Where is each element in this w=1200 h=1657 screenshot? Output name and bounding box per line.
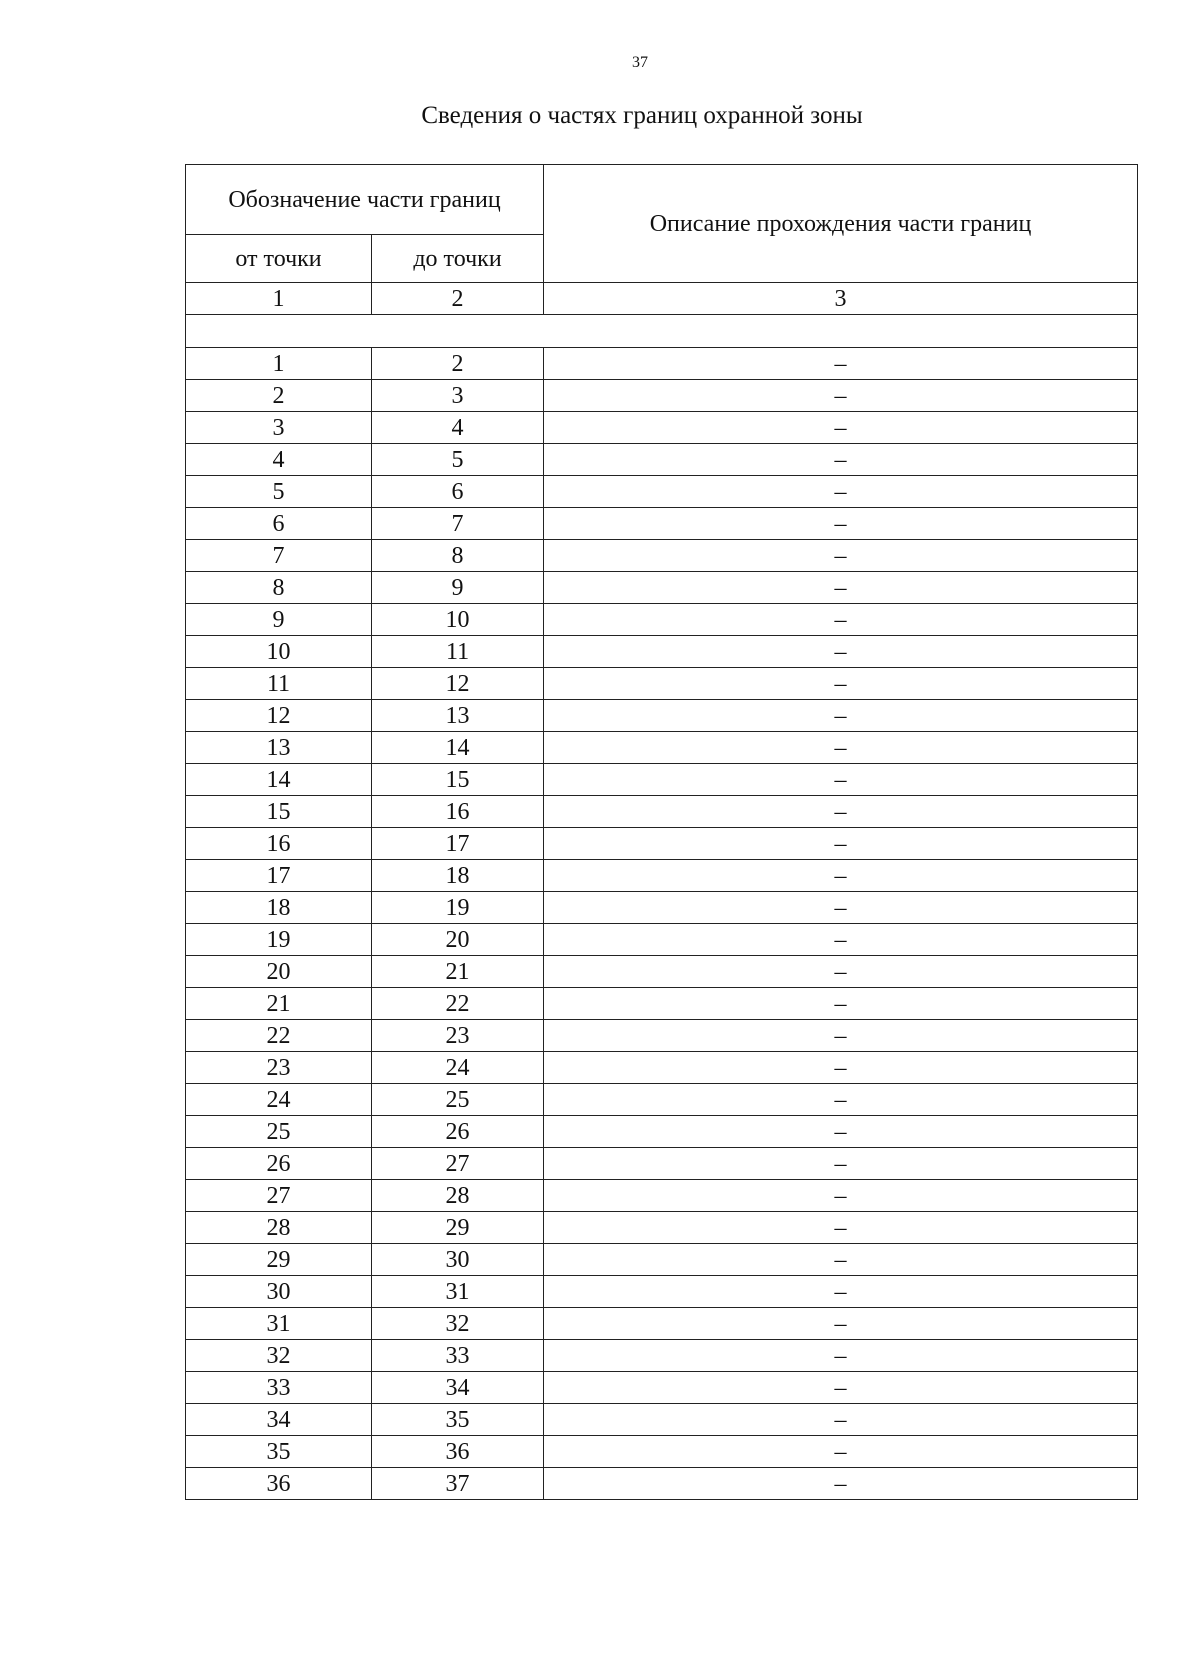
- section-row: [186, 315, 1138, 348]
- cell-description: –: [544, 1276, 1138, 1308]
- cell-to: 9: [372, 572, 544, 604]
- cell-description: –: [544, 1052, 1138, 1084]
- cell-description: –: [544, 412, 1138, 444]
- cell-to: 6: [372, 476, 544, 508]
- cell-to: 23: [372, 1020, 544, 1052]
- table-row: [186, 732, 1138, 764]
- table-row: [186, 1340, 1138, 1372]
- cell-description: –: [544, 956, 1138, 988]
- cell-description: –: [544, 764, 1138, 796]
- table-row: [186, 1148, 1138, 1180]
- table-row: [186, 1372, 1138, 1404]
- subheader-to: до точки: [372, 235, 544, 283]
- cell-to: 19: [372, 892, 544, 924]
- cell-from: 8: [186, 572, 372, 604]
- cell-description: –: [544, 604, 1138, 636]
- cell-to: 4: [372, 412, 544, 444]
- table-row: [186, 380, 1138, 412]
- column-number: 2: [372, 283, 544, 315]
- table-row: [186, 1212, 1138, 1244]
- cell-description: –: [544, 1308, 1138, 1340]
- table-row: [186, 604, 1138, 636]
- cell-description: –: [544, 828, 1138, 860]
- cell-to: 17: [372, 828, 544, 860]
- cell-from: 34: [186, 1404, 372, 1436]
- cell-from: 15: [186, 796, 372, 828]
- cell-from: 5: [186, 476, 372, 508]
- cell-to: 36: [372, 1436, 544, 1468]
- cell-from: 13: [186, 732, 372, 764]
- table-row: [186, 1052, 1138, 1084]
- cell-description: –: [544, 892, 1138, 924]
- cell-description: –: [544, 1212, 1138, 1244]
- cell-to: 18: [372, 860, 544, 892]
- table-row: [186, 924, 1138, 956]
- table-row: [186, 540, 1138, 572]
- table-row: [186, 892, 1138, 924]
- cell-to: 8: [372, 540, 544, 572]
- cell-to: 28: [372, 1180, 544, 1212]
- cell-from: 7: [186, 540, 372, 572]
- cell-description: –: [544, 668, 1138, 700]
- cell-to: 7: [372, 508, 544, 540]
- header-description: Описание прохождения части границ: [544, 165, 1138, 283]
- column-number-row: [186, 283, 1138, 315]
- cell-from: 26: [186, 1148, 372, 1180]
- table-row: [186, 476, 1138, 508]
- cell-description: –: [544, 476, 1138, 508]
- column-number: 1: [186, 283, 372, 315]
- page-number: 37: [632, 54, 648, 71]
- table-row: [186, 668, 1138, 700]
- table-row: [186, 572, 1138, 604]
- cell-to: 20: [372, 924, 544, 956]
- cell-to: 31: [372, 1276, 544, 1308]
- cell-to: 21: [372, 956, 544, 988]
- cell-from: 32: [186, 1340, 372, 1372]
- cell-from: 33: [186, 1372, 372, 1404]
- cell-to: 13: [372, 700, 544, 732]
- cell-description: –: [544, 1244, 1138, 1276]
- column-number: 3: [544, 283, 1138, 315]
- cell-description: –: [544, 1340, 1138, 1372]
- cell-to: 24: [372, 1052, 544, 1084]
- cell-to: 22: [372, 988, 544, 1020]
- cell-from: 21: [186, 988, 372, 1020]
- cell-description: –: [544, 1084, 1138, 1116]
- cell-description: –: [544, 988, 1138, 1020]
- cell-from: 14: [186, 764, 372, 796]
- cell-description: –: [544, 1116, 1138, 1148]
- table-row: [186, 1276, 1138, 1308]
- cell-to: 25: [372, 1084, 544, 1116]
- cell-from: 17: [186, 860, 372, 892]
- boundary-parts-table: [185, 164, 1138, 1500]
- cell-to: 32: [372, 1308, 544, 1340]
- cell-from: 10: [186, 636, 372, 668]
- cell-from: 36: [186, 1468, 372, 1500]
- cell-from: 25: [186, 1116, 372, 1148]
- cell-to: 26: [372, 1116, 544, 1148]
- cell-to: 34: [372, 1372, 544, 1404]
- table-row: [186, 700, 1138, 732]
- cell-description: –: [544, 444, 1138, 476]
- cell-to: 27: [372, 1148, 544, 1180]
- cell-to: 37: [372, 1468, 544, 1500]
- table-row: [186, 1308, 1138, 1340]
- table-row: [186, 1404, 1138, 1436]
- cell-description: –: [544, 572, 1138, 604]
- cell-to: 14: [372, 732, 544, 764]
- cell-description: –: [544, 924, 1138, 956]
- table-row: [186, 1468, 1138, 1500]
- cell-to: 29: [372, 1212, 544, 1244]
- cell-description: –: [544, 732, 1138, 764]
- cell-to: 33: [372, 1340, 544, 1372]
- cell-description: –: [544, 1436, 1138, 1468]
- cell-to: 30: [372, 1244, 544, 1276]
- cell-description: –: [544, 796, 1138, 828]
- table-row: [186, 1116, 1138, 1148]
- cell-description: –: [544, 380, 1138, 412]
- cell-from: 27: [186, 1180, 372, 1212]
- table-row: [186, 1180, 1138, 1212]
- table-row: [186, 860, 1138, 892]
- cell-description: –: [544, 860, 1138, 892]
- cell-description: –: [544, 636, 1138, 668]
- table-row: [186, 988, 1138, 1020]
- cell-from: 35: [186, 1436, 372, 1468]
- cell-from: 16: [186, 828, 372, 860]
- cell-to: 12: [372, 668, 544, 700]
- cell-from: 31: [186, 1308, 372, 1340]
- table-row: [186, 764, 1138, 796]
- cell-from: 23: [186, 1052, 372, 1084]
- table-row: [186, 508, 1138, 540]
- cell-from: 18: [186, 892, 372, 924]
- cell-from: 2: [186, 380, 372, 412]
- cell-description: –: [544, 508, 1138, 540]
- cell-from: 11: [186, 668, 372, 700]
- cell-description: –: [544, 348, 1138, 380]
- cell-to: 35: [372, 1404, 544, 1436]
- cell-description: –: [544, 1148, 1138, 1180]
- table-row: [186, 1020, 1138, 1052]
- cell-to: 10: [372, 604, 544, 636]
- cell-description: –: [544, 1468, 1138, 1500]
- subheader-from: от точки: [186, 235, 372, 283]
- table-row: [186, 1244, 1138, 1276]
- cell-from: 4: [186, 444, 372, 476]
- cell-to: 11: [372, 636, 544, 668]
- cell-description: –: [544, 1404, 1138, 1436]
- header-designation: Обозначение части границ: [186, 165, 544, 235]
- cell-description: –: [544, 540, 1138, 572]
- cell-to: 3: [372, 380, 544, 412]
- cell-from: 3: [186, 412, 372, 444]
- table-row: [186, 828, 1138, 860]
- cell-from: 30: [186, 1276, 372, 1308]
- cell-description: –: [544, 1372, 1138, 1404]
- cell-from: 9: [186, 604, 372, 636]
- page-title: Сведения о частях границ охранной зоны: [421, 102, 863, 129]
- cell-to: 15: [372, 764, 544, 796]
- table-row: [186, 636, 1138, 668]
- cell-from: 19: [186, 924, 372, 956]
- cell-from: 20: [186, 956, 372, 988]
- cell-from: 1: [186, 348, 372, 380]
- cell-from: 28: [186, 1212, 372, 1244]
- cell-from: 6: [186, 508, 372, 540]
- cell-description: –: [544, 700, 1138, 732]
- header-row: [186, 165, 1138, 235]
- table-row: [186, 1436, 1138, 1468]
- table-row: [186, 412, 1138, 444]
- table-row: [186, 1084, 1138, 1116]
- table-row: [186, 956, 1138, 988]
- table-row: [186, 796, 1138, 828]
- cell-from: 22: [186, 1020, 372, 1052]
- cell-from: 29: [186, 1244, 372, 1276]
- cell-from: 12: [186, 700, 372, 732]
- cell-description: –: [544, 1180, 1138, 1212]
- cell-from: 24: [186, 1084, 372, 1116]
- table-row: [186, 444, 1138, 476]
- cell-to: 16: [372, 796, 544, 828]
- cell-to: 2: [372, 348, 544, 380]
- cell-description: –: [544, 1020, 1138, 1052]
- table-row: [186, 348, 1138, 380]
- section-label: [186, 315, 1138, 348]
- cell-to: 5: [372, 444, 544, 476]
